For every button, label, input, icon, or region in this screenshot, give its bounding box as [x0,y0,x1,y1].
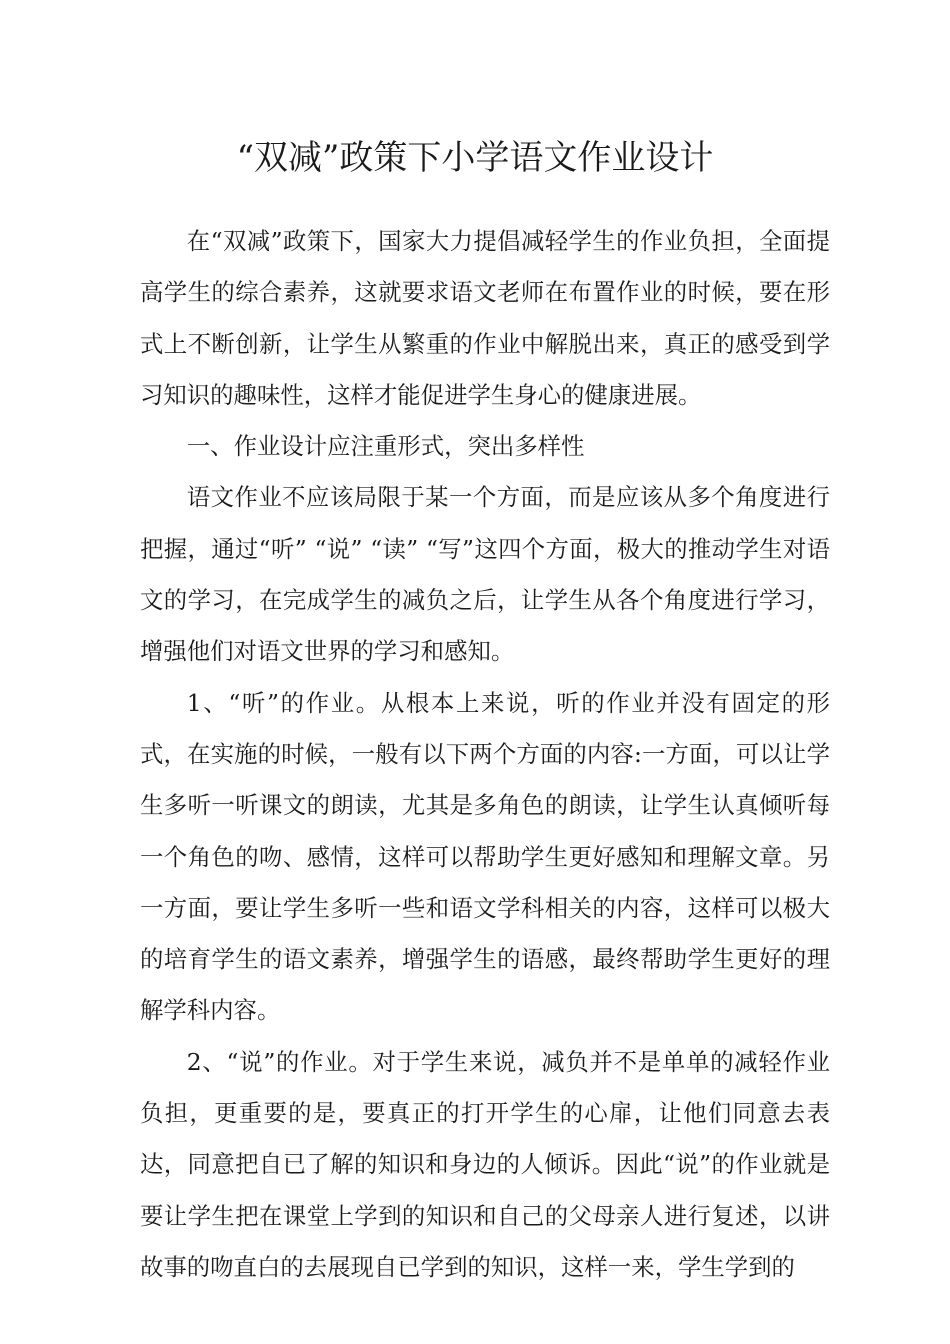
document-title: “双减”政策下小学语文作业设计 [236,138,714,178]
paragraph-speaking: 2、“说”的作业。对于学生来说，减负并不是单单的减轻作业负担，更重要的是，要真正的打开学生的心扉，让他们同意去表达，同意把自已了解的知识和身边的人倾诉。因此“说”的作业就是要让学生把在课堂上学到的知识和自己的父母亲人进行复述，以讲故事的吻直白的去展现自已学到的知识，这样一来，学生学到的 [140,1047,830,1281]
paragraph-section-1: 语文作业不应该局限于某一个方面，而是应该从多个角度进行把握，通过“听” “说” “读” “写”这四个方面，极大的推动学生对语文的学习，在完成学生的减负之后，让学生从各个角度进行学习，增强他们对语文世界的学习和感知。 [140,483,830,666]
document-body [140,216,830,1293]
paragraph-listening: 1、“听”的作业。从根本上来说，听的作业并没有固定的形式，在实施的时候，一般有以下两个方面的内容:一方面，可以让学生多听一听课文的朗读，尤其是多角色的朗读，让学生认真倾听每一个角色的吻、感情，这样可以帮助学生更好感知和理解文章。另一方面，要让学生多听一些和语文学科相关的内容，这样可以极大的培育学生的语文素养，增强学生的语感，最终帮助学生更好的理解学科内容。 [140,688,830,1025]
paragraph-intro: 在“双减”政策下，国家大力提倡减轻学生的作业负担，全面提高学生的综合素养，这就要求语文老师在布置作业的时候，要在形式上不断创新，让学生从繁重的作业中解脱出来，真正的感受到学习知识的趣味性，这样才能促进学生身心的健康进展。 [140,227,830,409]
section-heading-1: 一、作业设计应注重形式，突出多样性 [186,432,585,461]
